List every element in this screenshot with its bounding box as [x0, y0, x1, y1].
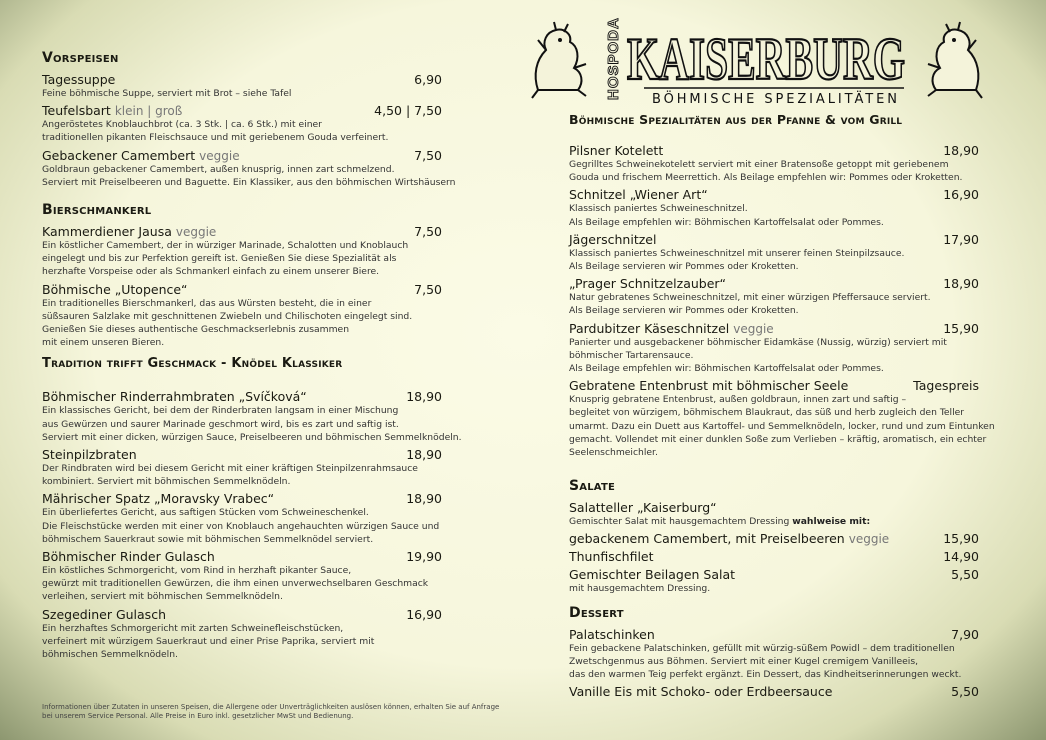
desc-line: Gegrilltes Schweinekotelett serviert mit einer Bratensoße getoppt mit geriebenem: [569, 159, 949, 170]
menu-item: [569, 567, 979, 595]
section-title: Salate: [569, 478, 616, 495]
item-tag: veggie: [848, 532, 890, 547]
item-price: 18,90: [406, 389, 442, 405]
desc-line: Natur gebratenes Schweineschnitzel, mit einer würzigen Pfeffersauce serviert.: [569, 292, 931, 304]
item-name: Salatteller „Kaiserburg“: [569, 500, 717, 516]
item-price: 7,90: [951, 626, 979, 642]
desc-line: Die Fleischstücke werden mit einer von Knoblauch angehauchten würzigen Sauce und: [42, 520, 440, 532]
section-title: Dessert: [569, 604, 624, 621]
menu-item: [42, 282, 442, 350]
desc-line: böhmischen Semmelknödeln.: [42, 649, 178, 661]
salad-note-text: Gemischter Salat mit hausgemachtem Dressing: [569, 516, 790, 528]
menu-item: [42, 447, 442, 488]
desc-line: Klassisch paniertes Schweineschnitzel.: [569, 203, 748, 215]
desc-line: böhmischem Sauerkraut sowie mit böhmischen Semmelknödel serviert.: [42, 533, 374, 545]
item-name: Gebackener Camembert: [42, 147, 196, 163]
item-desc: [42, 462, 442, 488]
desc-line: Gouda und frischem Meerrettich. Als Beilage empfehlen wir: Pommes oder Kroketten.: [569, 172, 963, 184]
menu-item: [569, 321, 979, 376]
item-tag: klein | groß: [114, 104, 183, 119]
item-price: 16,90: [406, 606, 442, 622]
section-title: Böhmische Spezialitäten aus der Pfanne & vom Grill: [569, 112, 903, 127]
item-name: Jägerschnitzel: [569, 231, 657, 247]
desc-line: Ein klassisches Gericht, bei dem der Rinderbraten langsam in einer Mischung: [42, 405, 399, 417]
lion-crest-left-icon: [532, 22, 586, 98]
desc-line: das den warmen Teig perfekt ergänzt. Ein Dessert, das Kindheitserinnerungen weckt.: [569, 669, 962, 681]
item-desc: [569, 642, 979, 682]
menu-item: [42, 491, 442, 546]
section-title: Vorspeisen: [42, 50, 119, 66]
desc-line: Als Beilage servieren wir Pommes oder Kroketten.: [569, 305, 799, 317]
desc-line: Als Beilage empfehlen wir: Böhmischen Kartoffelsalat oder Pommes.: [569, 216, 884, 228]
menu-item: [569, 627, 979, 682]
item-name: Böhmischer Rinderrahmbraten „Svíčková“: [42, 389, 307, 405]
item-price: Tagespreis: [913, 378, 979, 394]
desc-line: Ein köstlicher Camembert, der in würziger Marinade, Schalotten und Knoblauch: [42, 240, 409, 252]
item-price: 7,50: [414, 224, 442, 240]
desc-line: Als Beilage empfehlen wir: Böhmischen Kartoffelsalat oder Pommes.: [569, 363, 884, 375]
desc-line: Goldbraun gebackener Camembert, außen knusprig, innen zart schmelzend.: [42, 163, 395, 175]
item-desc: [569, 291, 979, 317]
item-price: 5,50: [951, 567, 979, 583]
item-desc: [42, 118, 442, 144]
desc-line: Seelenschmeichler.: [569, 447, 658, 459]
desc-line: herzhafte Vorspeise oder als Schmankerl einfach zu einem unserer Biere.: [42, 266, 380, 278]
right-column: [569, 112, 995, 702]
item-desc: [42, 404, 462, 444]
item-desc: [569, 582, 979, 595]
lion-crest-right-icon: [928, 22, 982, 98]
item-desc: [42, 239, 442, 279]
item-price: 16,90: [943, 187, 979, 203]
desc-line: Zwetschgenmus aus Böhmen. Serviert mit einer Kugel cremigem Vanilleeis,: [569, 655, 919, 667]
item-name: Schnitzel „Wiener Art“: [569, 187, 708, 203]
desc-line: Feine böhmische Suppe, serviert mit Brot – siehe Tafel: [42, 88, 292, 99]
item-price: 14,90: [943, 549, 979, 565]
desc-line: kombiniert. Serviert mit böhmischen Semmelknödeln.: [42, 476, 291, 488]
item-name: Palatschinken: [569, 626, 655, 642]
item-price: 6,90: [414, 72, 442, 87]
desc-line: Serviert mit Preiselbeeren und Baguette. Ein Klassiker, aus den böhmischen Wirtshäusern: [42, 176, 456, 188]
section-grill: [569, 112, 995, 459]
section-title: Tradition trifft Geschmack - Knödel Klassiker: [42, 356, 343, 372]
desc-line: Genießen Sie dieses authentische Geschmackserlebnis zusammen: [42, 324, 350, 336]
desc-line: Ein köstliches Schmorgericht, vom Rind in herzhaft pikanter Sauce,: [42, 565, 352, 577]
item-name: Vanille Eis mit Schoko- oder Erdbeersauce: [569, 684, 833, 700]
item-name: Gemischter Beilagen Salat: [569, 567, 736, 583]
desc-line: Als Beilage servieren wir Pommes oder Kroketten.: [569, 261, 799, 273]
menu-item: [42, 549, 442, 604]
item-price: 5,50: [951, 684, 979, 700]
section-vorspeisen: [42, 50, 456, 189]
menu-item: [569, 378, 995, 459]
item-name: Gebratene Entenbrust mit böhmischer Seele: [569, 378, 849, 394]
item-name: Teufelsbart: [42, 103, 111, 119]
menu-item: [569, 232, 979, 273]
kaiserburg-logo: [524, 16, 990, 106]
menu-item: [42, 224, 442, 279]
item-price: 7,50: [414, 147, 442, 163]
desc-line: Ein überliefertes Gericht, aus saftigen Stücken vom Schweineschenkel.: [42, 507, 369, 519]
item-name: Böhmische „Utopence“: [42, 281, 188, 297]
item-desc: [42, 564, 442, 604]
left-column: [42, 50, 462, 664]
item-desc: [42, 622, 442, 662]
item-desc: [42, 87, 442, 100]
menu-item: [42, 147, 456, 189]
desc-line: gewürzt mit traditionellen Gewürzen, die ihm einen unverwechselbaren Geschmack: [42, 578, 429, 590]
desc-line: Fein gebackene Palatschinken, gefüllt mit würzig-süßem Powidl – dem traditionellen: [569, 642, 955, 654]
footer-line-1: Informationen über Zutaten in unseren Speisen, die Allergene oder Unverträglichkeiten auslösen können, erhalten Sie auf Anfrage: [42, 703, 500, 711]
desc-line: Serviert mit einer dicken, würzigen Sauce, Preiselbeeren und böhmischen Semmelknödeln.: [42, 431, 462, 443]
section-title: Bierschmankerl: [42, 202, 152, 219]
item-desc: [569, 158, 979, 184]
desc-line: verfeinert mit würzigem Sauerkraut und einer Prise Paprika, serviert mit: [42, 635, 375, 647]
menu-item: [42, 72, 442, 100]
item-name: Pardubitzer Käseschnitzel: [569, 320, 730, 336]
item-desc: [569, 393, 995, 459]
item-tag: veggie: [199, 148, 240, 163]
item-desc: [569, 247, 979, 273]
desc-line: mit einem unseren Bieren.: [42, 337, 165, 349]
desc-line: umarmt. Dazu ein Duett aus Kartoffel- und Semmelknödeln, locker, rund und zum Eintunken: [569, 420, 995, 432]
item-price: 18,90: [943, 143, 979, 158]
item-name: Steinpilzbraten: [42, 447, 137, 463]
item-desc: [42, 163, 456, 189]
item-name: Pilsner Kotelett: [569, 143, 664, 158]
desc-line: Panierter und ausgebackener böhmischer Eidamkäse (Nussig, würzig) serviert mit: [569, 336, 947, 348]
menu-item: [569, 684, 979, 699]
menu-item: [569, 276, 979, 317]
logo-tagline: BÖHMISCHE SPEZIALITÄTEN: [652, 92, 898, 107]
section-knoedel: [42, 356, 462, 661]
item-price: 17,90: [943, 231, 979, 247]
item-name: Szegediner Gulasch: [42, 606, 166, 622]
desc-line: gemacht. Vollendet mit einer dunklen Soße zum Verlieben – kräftig, aromatisch, ein echter: [569, 433, 987, 445]
desc-line: verleihen, serviert mit böhmischen Semmelknödeln.: [42, 591, 283, 603]
allergen-footer: [42, 703, 499, 721]
desc-line: mit hausgemachtem Dressing.: [569, 583, 711, 595]
menu-item: [42, 103, 442, 144]
desc-line: eingelegt und bis zur Perfektion gereift ist. Genießen Sie diese Spezialität als: [42, 253, 397, 265]
desc-line: Ein traditionelles Bierschmankerl, das aus Würsten besteht, die in einer: [42, 297, 372, 309]
item-name: „Prager Schnitzelzauber“: [569, 276, 727, 292]
item-name: Thunfischfilet: [569, 549, 654, 565]
item-desc: [42, 297, 442, 350]
item-name: Böhmischer Rinder Gulasch: [42, 549, 215, 565]
section-salate: [569, 478, 979, 595]
item-price: 15,90: [943, 531, 979, 547]
item-name: gebackenem Camembert, mit Preiselbeeren: [569, 531, 845, 547]
desc-line: traditionellen pikanten Fleischsauce und mit geriebenem Gouda verfeinert.: [42, 132, 389, 144]
desc-line: Ein herzhaftes Schmorgericht mit zarten Schweinefleischstücken,: [42, 622, 344, 634]
item-desc: [569, 515, 979, 528]
menu-item: [42, 389, 462, 444]
menu-item: [569, 531, 979, 546]
item-price: 18,90: [406, 491, 442, 507]
footer-line-2: bei unserem Service Personal. Alle Preise in Euro inkl. gesetzlicher MwSt und Bedienung.: [42, 712, 354, 720]
item-desc: [569, 202, 979, 228]
desc-line: Der Rindbraten wird bei diesem Gericht mit einer kräftigen Steinpilzenrahmsauce: [42, 463, 418, 475]
item-price: 4,50 | 7,50: [374, 103, 442, 119]
item-price: 19,90: [406, 549, 442, 565]
item-name: Kammerdiener Jausa: [42, 224, 172, 240]
item-price: 15,90: [943, 320, 979, 336]
salad-header: [569, 500, 979, 528]
item-desc: [42, 506, 442, 546]
logo-brand: KAISERBURG: [627, 26, 905, 92]
section-bierschmankerl: [42, 202, 442, 349]
item-name: Mährischer Spatz „Moravsky Vrabec“: [42, 491, 275, 507]
item-price: 7,50: [414, 281, 442, 297]
desc-line: Knusprig gebratene Entenbrust, außen goldbraun, innen zart und saftig –: [569, 394, 907, 406]
item-desc: [569, 336, 979, 376]
item-tag: veggie: [175, 225, 217, 240]
desc-line: Klassisch paniertes Schweineschnitzel mit unserer feinen Steinpilzsauce.: [569, 247, 905, 259]
salad-note-bold: wahlweise mit:: [792, 516, 871, 528]
logo-prefix: HOSPODA: [605, 17, 622, 100]
item-tag: veggie: [733, 321, 774, 336]
desc-line: begleitet von würzigem, böhmischem Blaukraut, das süß und herb zugleich den Teller: [569, 407, 965, 419]
desc-line: süßsauren Salzlake mit geschnittenen Zwiebeln und Chilischoten eingelegt sind.: [42, 310, 413, 322]
section-dessert: [569, 605, 979, 700]
menu-item: [569, 187, 979, 228]
menu-item: [569, 549, 979, 564]
menu-item: [569, 143, 979, 184]
item-price: 18,90: [406, 447, 442, 463]
desc-line: aus Gewürzen und saurer Marinade geschmort wird, bis es zart und saftig ist.: [42, 418, 399, 430]
item-price: 18,90: [943, 276, 979, 292]
desc-line: böhmischer Tartarensauce.: [569, 349, 694, 361]
menu-item: [42, 607, 442, 662]
item-name: Tagessuppe: [42, 72, 116, 87]
desc-line: Angeröstetes Knoblauchbrot (ca. 3 Stk. | ca. 6 Stk.) mit einer: [42, 119, 322, 131]
